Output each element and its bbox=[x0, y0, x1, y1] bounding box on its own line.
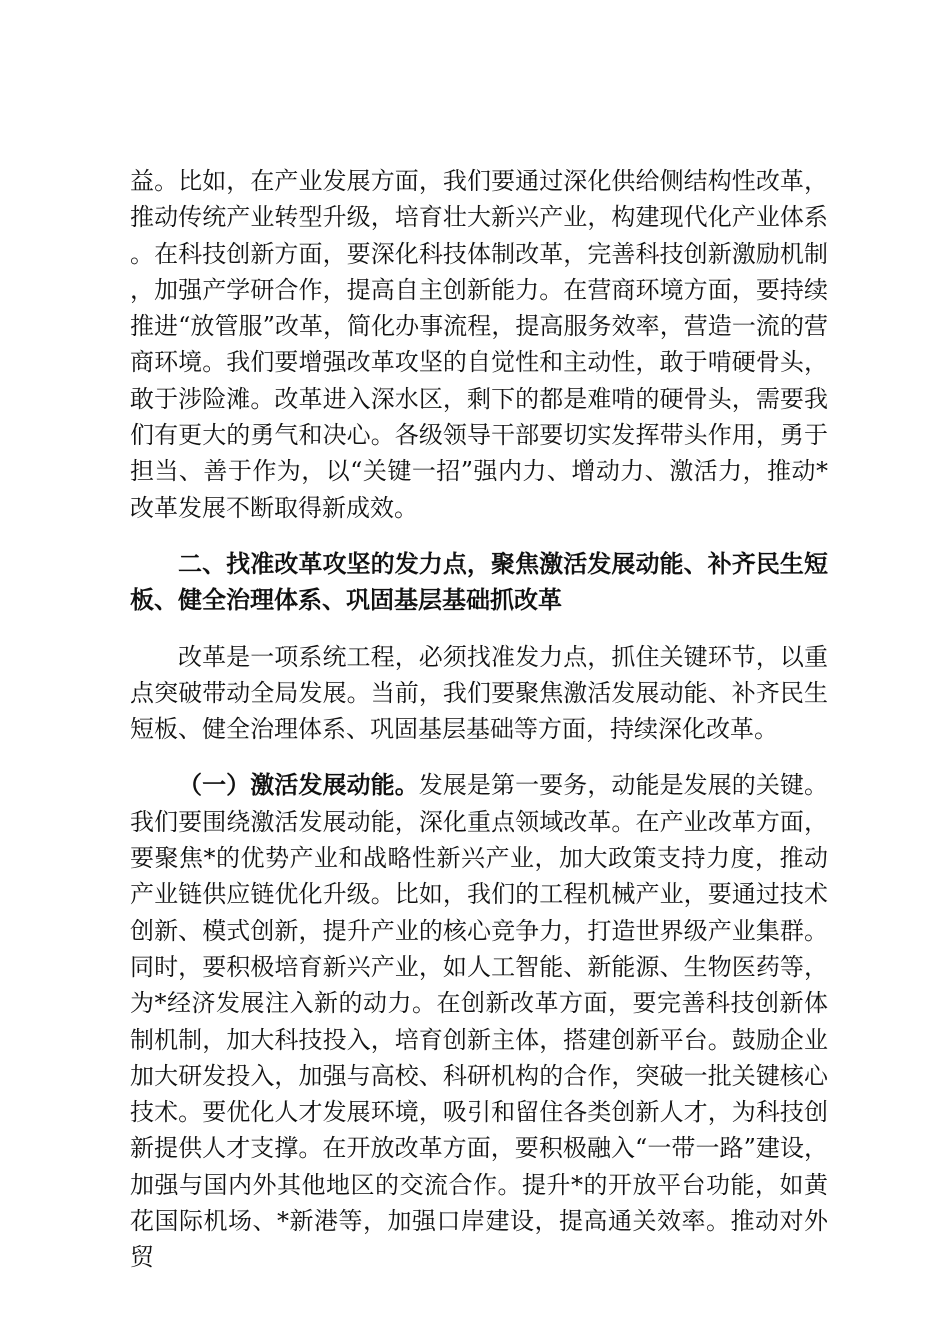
document-body bbox=[130, 163, 828, 1276]
body-paragraph-2: 改革是一项系统工程，必须找准发力点，抓住关键环节，以重点突破带动全局发展。当前，我们要聚焦激活发展动能、补齐民生短板、健全治理体系、巩固基层基础等方面，持续深化改革。 bbox=[130, 642, 828, 744]
body-paragraph-3 bbox=[130, 767, 828, 1275]
subsection-lead: （一）激活发展动能。 bbox=[178, 771, 419, 800]
section-heading-2: 二、找准改革攻坚的发力点，聚焦激活发展动能、补齐民生短板、健全治理体系、巩固基层基础抓改革 bbox=[130, 549, 828, 615]
subsection-text: 发展是第一要务，动能是发展的关键。我们要围绕激活发展动能，深化重点领域改革。在产业改革方面，要聚焦*的优势产业和战略性新兴产业，加大政策支持力度，推动产业链供应链优化升级。比如，我们的工程机械产业，要通过技术创新、模式创新，提升产业的核心竞争力，打造世界级产业集群。同时，要积极培育新兴产业，如人工智能、新能源、生物医药等，为*经济发展注入新的动力。在创新改革方面，要完善科技创新体制机制，加大科技投入，培育创新主体，搭建创新平台。鼓励企业加大研发投入，加强与高校、科研机构的合作，突破一批关键核心技术。要优化人才发展环境，吸引和留住各类创新人才，为科技创新提供人才支撑。在开放改革方面，要积极融入“一带一路”建设，加强与国内外其他地区的交流合作。提升*的开放平台功能，如黄花国际机场、*新港等，加强口岸建设，提高通关效率。推动对外贸 bbox=[130, 771, 829, 1272]
body-paragraph-1: 益。比如，在产业发展方面，我们要通过深化供给侧结构性改革，推动传统产业转型升级，培育壮大新兴产业，构建现代化产业体系。在科技创新方面，要深化科技体制改革，完善科技创新激励机制，加强产学研合作，提高自主创新能力。在营商环境方面，要持续推进“放管服”改革，简化办事流程，提高服务效率，营造一流的营商环境。我们要增强改革攻坚的自觉性和主动性，敢于啃硬骨头，敢于涉险滩。改革进入深水区，剩下的都是难啃的硬骨头，需要我们有更大的勇气和决心。各级领导干部要切实发挥带头作用，勇于担当、善于作为，以“关键一招”强内力、增动力、激活力，推动*改革发展不断取得新成效。 bbox=[130, 167, 828, 522]
